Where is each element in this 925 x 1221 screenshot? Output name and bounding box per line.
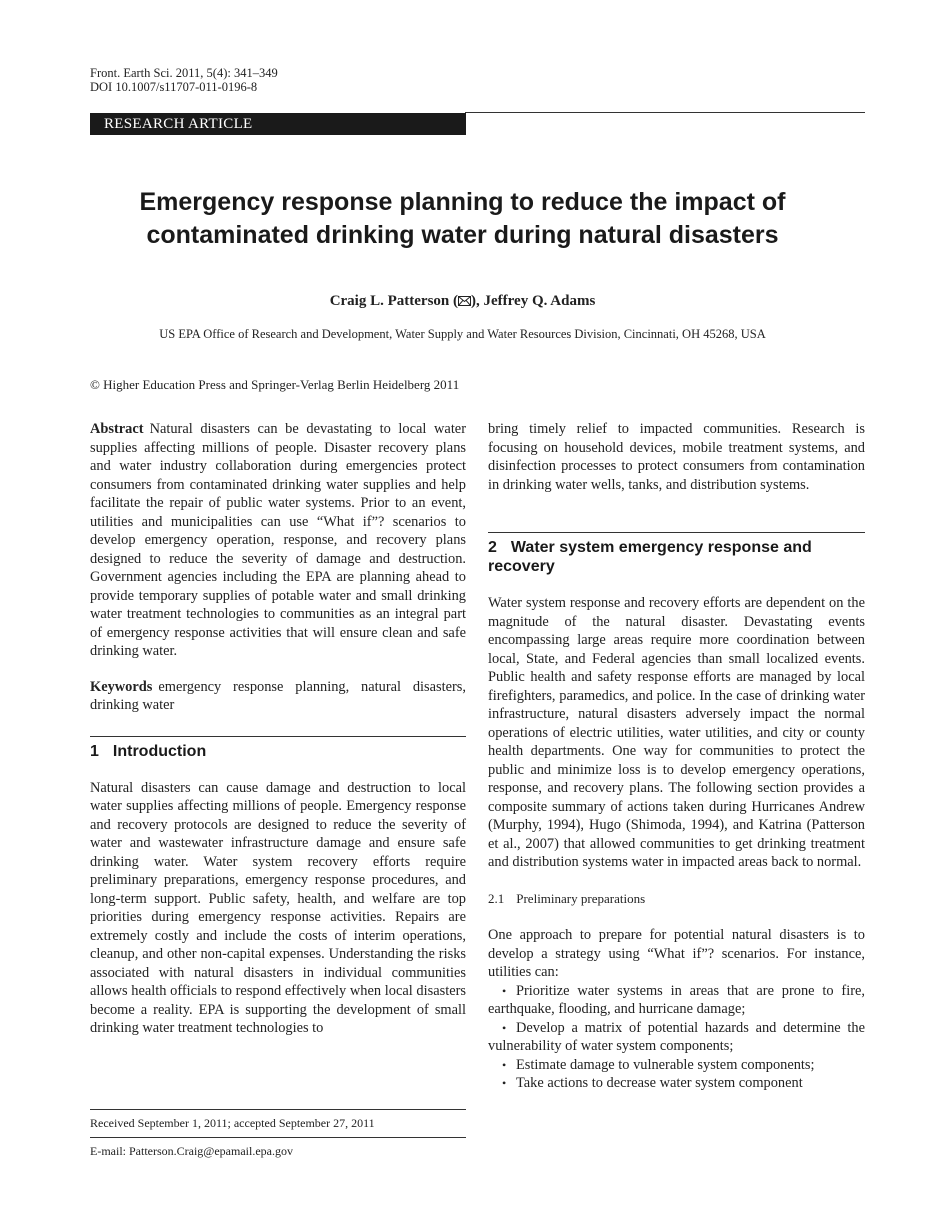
abstract-label: Abstract <box>90 421 144 437</box>
author-1: Craig L. Patterson ( <box>329 293 458 309</box>
author-list <box>60 293 865 310</box>
bullet-icon: • <box>502 983 507 998</box>
section-2-number: 2 <box>488 539 497 556</box>
list-item: • Prioritize water systems in areas that are prone to fire, earthquake, flooding, and hurricane damage; <box>488 982 865 1017</box>
abstract-text: Natural disasters can be devastating to local water supplies affecting millions of people. Disaster recovery plans and water industry collaboration during emergencies protect consumers from contaminated drinking water supplies and help facilitate the repair of public water systems. Prior to an event, utilities and municipalities can use “What if”? scenarios to develop emergency operation, response, and recovery plans designed to reduce the severity of damage and destruction. Government agencies including the EPA are planning ahead to provide temporary supplies of potable water and small drinking water treatment technologies to communities as an integral part of emergency response activities that will ensure clean and safe drinking water. <box>90 421 466 659</box>
section-2-title: Water system emergency response and recovery <box>488 539 812 575</box>
contact-email: E-mail: Patterson.Craig@epamail.epa.gov <box>90 1144 293 1158</box>
footnote-rule <box>90 1109 466 1110</box>
continuation-text: bring timely relief to impacted communities. Research is focusing on household devices, mobile treatment systems, and disinfection processes to protect consumers from contamination in drinking water wells, tanks, and distribution systems. <box>488 421 865 493</box>
journal-doi: DOI 10.1007/s11707-011-0196-8 <box>90 80 258 94</box>
list-item: • Develop a matrix of potential hazards and determine the vulnerability of water system components; <box>488 1019 865 1054</box>
section-1-text: Natural disasters can cause damage and destruction to local water supplies affecting millions of people. Emergency response and recovery protocols are designed to reduce the severity of water and wastewater infrastructure damage and ensure safe drinking water. Water system recovery efforts require preliminary preparations, emergency response procedures, and long-term support. Public safety, health, and welfare are top priorities during emergency response activities. Repairs are extremely costly and include the costs of interim operations, cleanup, and other non-capital expenses. Understanding the risks associated with natural disasters in individual communities allows health officials to respond effectively when local disasters become a reality. EPA is supporting the development of small drinking water treatment technologies to <box>90 779 466 1036</box>
section-2-text: Water system response and recovery efforts are dependent on the magnitude of the natural disaster. Devastating events encompassing large areas require more coordination between local, State, and Federal agencies than small localized events. Public health and safety response efforts are managed by local firefighters, paramedics, and police. In the case of drinking water infrastructure, natural disasters adversely impact the normal operations of electric utilities, water utilities, and city or county health departments. One way for communities to protect the public and minimize loss is to develop emergency operations, response, and recovery plans. The following section provides a composite summary of actions taken during Hurricanes Andrew (Murphy, 1994), Hugo (Shimoda, 1994), and Katrina (Patterson et al., 2007) that allowed communities to get drinking treatment and distribution systems water in impacted areas back to normal. <box>488 595 865 870</box>
section-1-heading <box>90 736 466 761</box>
journal-citation: Front. Earth Sci. 2011, 5(4): 341–349 <box>90 66 278 80</box>
subsection-2-1-heading <box>488 890 865 909</box>
section-1-number: 1 <box>90 742 99 760</box>
keywords-label: Keywords <box>90 678 153 695</box>
received-dates: Received September 1, 2011; accepted September 27, 2011 <box>90 1116 375 1130</box>
subsection-2-1-number: 2.1 <box>488 890 505 906</box>
author-2: Jeffrey Q. Adams <box>483 293 596 309</box>
paper-title: Emergency response planning to reduce the impact of contaminated drinking water during natural disasters <box>139 188 786 249</box>
abstract <box>90 420 466 661</box>
author-1-close: ), <box>471 293 480 309</box>
right-column <box>488 420 865 1093</box>
section-2-heading <box>488 532 865 576</box>
header-rule <box>465 112 865 113</box>
bullet-icon: • <box>502 1020 507 1035</box>
list-item: • Estimate damage to vulnerable system components; <box>488 1056 865 1075</box>
bullet-icon: • <box>502 1057 507 1072</box>
left-column <box>90 420 466 1038</box>
bullet-icon: • <box>502 1076 507 1090</box>
footnote-divider <box>90 1137 466 1138</box>
footnotes <box>90 1109 466 1159</box>
article-type-banner: RESEARCH ARTICLE <box>90 113 466 135</box>
affiliation: US EPA Office of Research and Development, Water Supply and Water Resources Division, Cincinnati, OH 45268, USA <box>159 327 766 341</box>
keywords-text: emergency response planning, natural disasters, drinking water <box>90 678 466 713</box>
subsection-2-1-text: One approach to prepare for potential natural disasters is to develop a strategy using “What if”? scenarios. For instance, utilities can: <box>488 927 865 980</box>
envelope-icon <box>458 296 471 306</box>
copyright: © Higher Education Press and Springer-Verlag Berlin Heidelberg 2011 <box>90 377 460 392</box>
section-1-title: Introduction <box>112 742 207 760</box>
journal-info <box>90 66 278 94</box>
keywords <box>90 678 466 715</box>
preparation-list <box>488 982 865 1093</box>
subsection-2-1-title: Preliminary preparations <box>516 890 646 906</box>
list-item: • Take actions to decrease water system component <box>488 1074 865 1093</box>
